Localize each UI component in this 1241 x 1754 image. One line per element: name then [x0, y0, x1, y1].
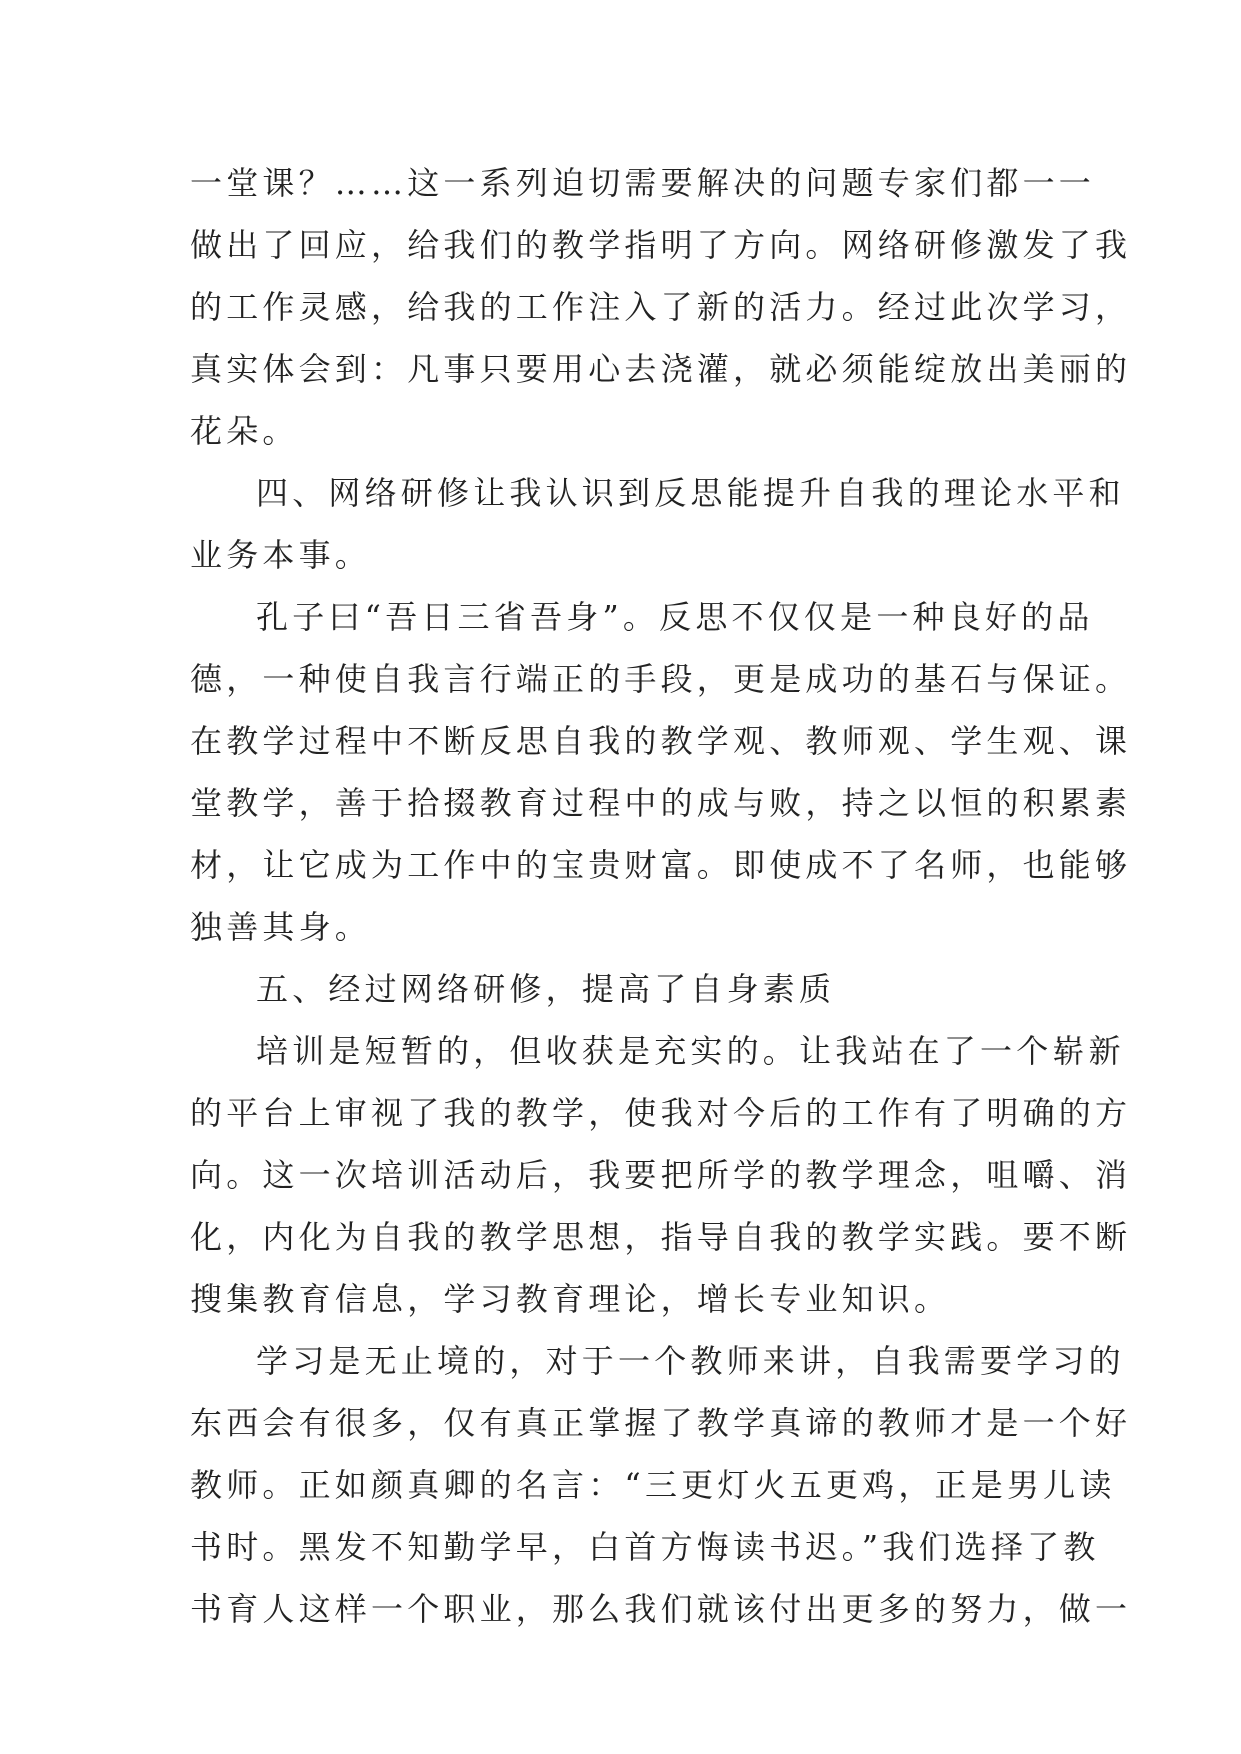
text-line: 书时。黑发不知勤学早，白首方悔读书迟。”我们选择了教	[190, 1528, 1100, 1566]
paragraph-first-line: 培训是短暂的，但收获是充实的。让我站在了一个崭新	[256, 1032, 1125, 1070]
text-line: 东西会有很多，仅有真正掌握了教学真谛的教师才是一个好	[190, 1404, 1132, 1442]
text-line: 真实体会到：凡事只要用心去浇灌，就必须能绽放出美丽的	[190, 350, 1132, 388]
text-line: 一堂课？……这一系列迫切需要解决的问题专家们都一一	[190, 164, 1096, 202]
text-line: 做出了回应，给我们的教学指明了方向。网络研修激发了我	[190, 226, 1132, 264]
text-line: 德，一种使自我言行端正的手段，更是成功的基石与保证。	[190, 660, 1132, 698]
text-line: 书育人这样一个职业，那么我们就该付出更多的努力，做一	[190, 1590, 1132, 1628]
section-heading-4: 四、网络研修让我认识到反思能提升自我的理论水平和	[256, 474, 1125, 512]
text-line: 材，让它成为工作中的宝贵财富。即使成不了名师，也能够	[190, 846, 1132, 884]
text-line: 独善其身。	[190, 908, 372, 946]
text-line: 在教学过程中不断反思自我的教学观、教师观、学生观、课	[190, 722, 1132, 760]
text-line: 搜集教育信息，学习教育理论，增长专业知识。	[190, 1280, 951, 1318]
text-line: 堂教学，善于拾掇教育过程中的成与败，持之以恒的积累素	[190, 784, 1132, 822]
document-page	[190, 152, 1132, 1640]
section-heading-5: 五、经过网络研修，提高了自身素质	[256, 970, 836, 1008]
section-heading-4-continued: 业务本事。	[190, 536, 372, 574]
text-line: 向。这一次培训活动后，我要把所学的教学理念，咀嚼、消	[190, 1156, 1132, 1194]
paragraph-first-line: 孔子曰“吾日三省吾身”。反思不仅仅是一种良好的品	[256, 598, 1094, 636]
text-line: 的工作灵感，给我的工作注入了新的活力。经过此次学习，	[190, 288, 1132, 326]
text-line: 的平台上审视了我的教学，使我对今后的工作有了明确的方	[190, 1094, 1132, 1132]
text-line: 化，内化为自我的教学思想，指导自我的教学实践。要不断	[190, 1218, 1132, 1256]
text-line: 花朵。	[190, 412, 299, 450]
text-line: 教师。正如颜真卿的名言：“三更灯火五更鸡，正是男儿读	[190, 1466, 1116, 1504]
paragraph-first-line: 学习是无止境的，对于一个教师来讲，自我需要学习的	[256, 1342, 1125, 1380]
